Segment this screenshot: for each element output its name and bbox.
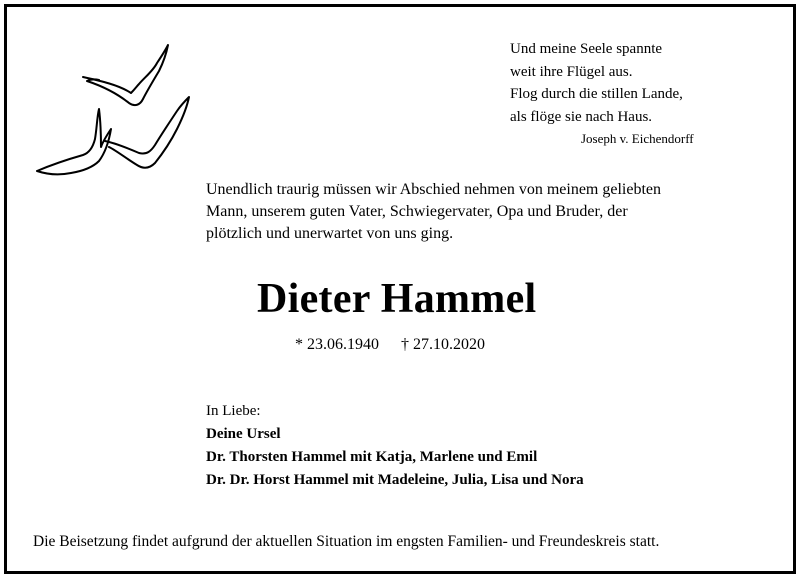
mourners-heading: In Liebe: — [206, 403, 261, 419]
poem-author: Joseph v. Eichendorff — [581, 131, 694, 146]
mourners-list — [206, 400, 584, 492]
obituary-notice — [4, 4, 796, 574]
death-date: † 27.10.2020 — [401, 336, 485, 353]
birth-date: * 23.06.1940 — [295, 336, 379, 353]
poem-line: Und meine Seele spannte — [510, 41, 663, 57]
mourner-name: Deine Ursel — [206, 426, 281, 442]
mourner-name: Dr. Thorsten Hammel mit Katja, Marlene und Emil — [206, 449, 538, 465]
intro-text — [206, 179, 766, 245]
poem-line: Flog durch die stillen Lande, — [510, 86, 683, 102]
poem-verse — [510, 38, 683, 128]
deceased-name: Dieter Hammel — [257, 276, 537, 322]
funeral-note: Die Beisetzung findet aufgrund der aktuellen Situation im engsten Familien- und Freundeskreis statt. — [33, 533, 660, 550]
intro-line: Unendlich traurig müssen wir Abschied nehmen von meinem geliebten — [206, 181, 661, 198]
poem-line: als flöge sie nach Haus. — [510, 108, 653, 125]
mourner-name: Dr. Dr. Horst Hammel mit Madeleine, Julia, Lisa und Nora — [206, 472, 584, 488]
poem-line: weit ihre Flügel aus. — [510, 63, 633, 80]
flying-birds-icon — [31, 37, 201, 182]
life-dates — [295, 336, 485, 354]
intro-line: plötzlich und unerwartet von uns ging. — [206, 225, 454, 242]
intro-line: Mann, unserem guten Vater, Schwiegervater, Opa und Bruder, der — [206, 203, 628, 220]
